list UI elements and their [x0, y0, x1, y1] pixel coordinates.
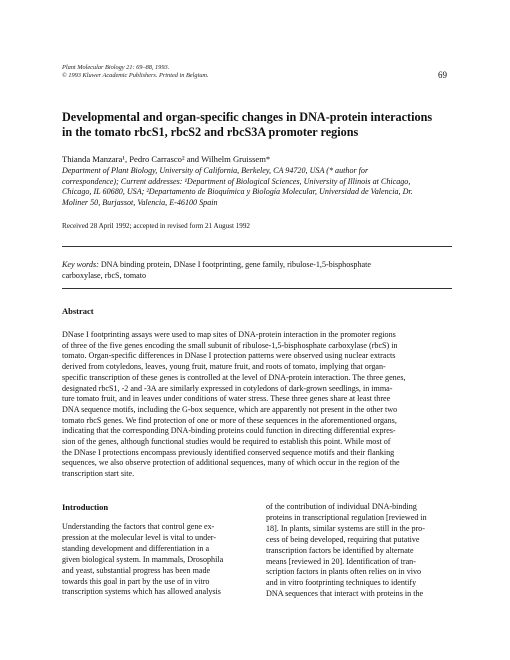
abstract-line: sequences, we also observe protection of additional sequences, many of which occur in the region of the: [62, 458, 400, 468]
abstract-body: [62, 330, 454, 480]
abstract-line: transcription start site.: [62, 469, 135, 479]
affiliation-line: Department of Plant Biology, University of California, Berkeley, CA 94720, USA (* author for: [62, 166, 369, 175]
intro-line: standing development and differentiation in a: [62, 543, 210, 553]
intro-line: means [reviewed in 20]. Identification of tran-: [266, 556, 416, 566]
abstract-line: specific transcription of these genes is controlled at the level of DNA-protein interaction. The three genes,: [62, 372, 406, 382]
received-dates: Received 28 April 1992; accepted in revised form 21 August 1992: [62, 222, 250, 230]
divider-top: [62, 246, 452, 247]
journal-line: Plant Molecular Biology 21: 69–88, 1993.: [62, 64, 170, 71]
affiliation-line: correspondence); Current addresses: ¹Department of Biological Sciences, University of Illinois at Chicago,: [62, 176, 411, 186]
keywords-label: Key words:: [62, 260, 99, 269]
abstract-line: DNase I footprinting assays were used to map sites of DNA-protein interaction in the promoter regions: [62, 330, 396, 339]
intro-line: transcription systems which has allowed analysis: [62, 587, 221, 597]
abstract-line: derived from cotyledons, leaves, young fruit, mature fruit, and roots of tomato, implying that organ-: [62, 362, 386, 372]
keywords-text: DNA binding protein, DNase I footprinting, gene family, ribulose-1,5-bisphosphate: [100, 260, 371, 269]
divider-bottom: [62, 288, 452, 289]
abstract-line: of three of the five genes encoding the small subunit of ribulose-1,5-bisphosphate carboxylase (rbcS) in: [62, 340, 398, 350]
intro-line: pression at the molecular level is vital to under-: [62, 532, 217, 542]
abstract-line: tomato rbcS genes. We find protection of one or more of these sequences in the aforementioned organs,: [62, 415, 397, 425]
keywords: [62, 260, 454, 281]
affiliation-line: Moliner 50, Burjassot, Valencia, E-46100 Spain: [62, 197, 218, 207]
intro-line: towards this goal in part by the use of in vitro: [62, 576, 210, 586]
intro-line: Understanding the factors that control gene ex-: [62, 522, 215, 531]
abstract-line: ture tomato fruit, and in leaves under conditions of water stress. These three genes share at least three: [62, 394, 391, 404]
page-number: 69: [438, 70, 447, 80]
introduction-heading: Introduction: [62, 502, 109, 512]
affiliation-line: Chicago, IL 60680, USA; ²Departamento de Bioquímica y Biología Molecular, Universidad de Valencia, Dr.: [62, 187, 413, 197]
intro-line: 18]. In plants, similar systems are still in the pro-: [266, 523, 425, 533]
abstract-line: tomato. Organ-specific differences in DNase I protection patterns were observed using nuclear extracts: [62, 351, 396, 361]
abstract-line: indicating that the corresponding DNA-binding proteins could function in directing differential expres-: [62, 426, 396, 436]
intro-line: scription factors in plants often relies on in vivo: [266, 567, 422, 577]
intro-line: proteins in transcriptional regulation [reviewed in: [266, 512, 427, 522]
abstract-heading: Abstract: [62, 306, 94, 316]
intro-line: cess of being developed, requiring that putative: [266, 534, 420, 544]
intro-line: of the contribution of individual DNA-binding: [266, 502, 417, 511]
abstract-line: the DNase I protections encompass previously identified conserved sequence motifs and their flanking: [62, 447, 395, 457]
keywords-text: carboxylase, rbcS, tomato: [62, 270, 147, 280]
intro-column-left: [62, 522, 247, 598]
intro-line: and in vitro footprinting techniques to identify: [266, 578, 417, 588]
copyright-line: © 1993 Kluwer Academic Publishers. Printed in Belgium.: [62, 72, 209, 79]
abstract-line: DNA sequence motifs, including the G-box sequence, which are apparently not present in the other two: [62, 404, 398, 414]
author-list: Thianda Manzara¹, Pedro Carrasco² and Wilhelm Gruissem*: [62, 154, 271, 164]
intro-line: given biological system. In mammals, Drosophila: [62, 554, 224, 564]
article-title: [62, 110, 452, 140]
intro-column-right: [266, 502, 451, 600]
intro-line: transcription factors be identified by alternate: [266, 545, 414, 555]
intro-line: and yeast, substantial progress has been made: [62, 565, 211, 575]
journal-citation: [62, 64, 209, 80]
intro-line: DNA sequences that interact with proteins in the: [266, 589, 424, 599]
title-line-1: Developmental and organ-specific changes in DNA-protein interactions: [62, 110, 433, 124]
abstract-line: sion of the genes, although functional studies would be required to establish this point. While most of: [62, 437, 391, 447]
affiliations: [62, 166, 454, 208]
abstract-line: designated rbcS1, -2 and -3A are similarly expressed in cotyledons of dark-grown seedlings, in imma-: [62, 383, 393, 393]
title-line-2: in the tomato rbcS1, rbcS2 and rbcS3A promoter regions: [62, 125, 359, 139]
